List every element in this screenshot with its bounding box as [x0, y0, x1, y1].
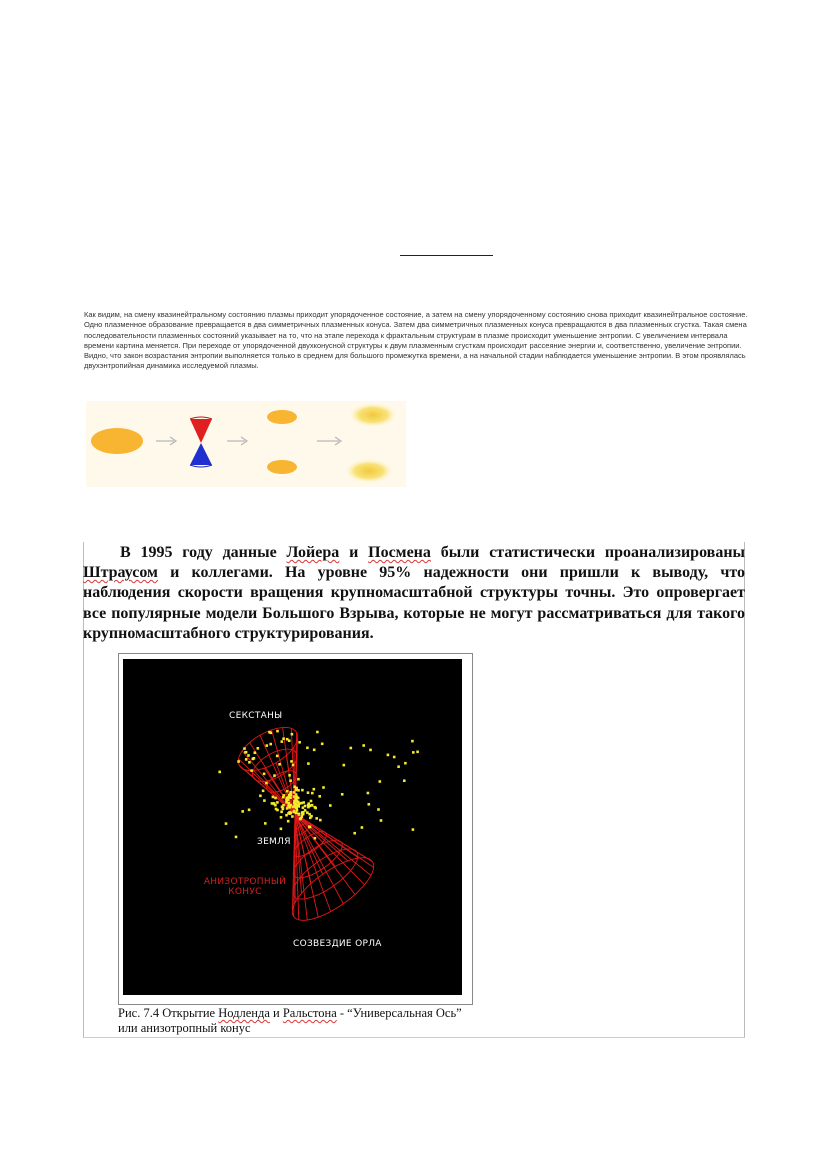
galaxy-point [287, 820, 290, 823]
galaxy-point [266, 744, 269, 747]
galaxy-point [404, 762, 407, 765]
diffuse-clot-bottom [345, 459, 393, 483]
galaxy-point [245, 758, 248, 761]
galaxy-point [276, 730, 279, 733]
galaxy-point [290, 760, 293, 763]
lower-cone-rim [283, 847, 382, 932]
galaxy-point [274, 804, 277, 807]
galaxy-point [307, 802, 310, 805]
caption-line-2: или анизотропный конус [118, 1021, 251, 1035]
galaxy-point [314, 837, 317, 840]
galaxy-point [341, 793, 344, 796]
plasma-clot-bottom [267, 460, 297, 474]
galaxy-point [387, 754, 390, 757]
diffuse-clot-top [349, 403, 397, 427]
galaxy-point [296, 796, 299, 799]
galaxy-point [276, 801, 279, 804]
galaxy-point [287, 812, 290, 815]
anisotropic-cone-figure [123, 659, 462, 995]
plasma-clot-top [267, 410, 297, 424]
plasma-transition-diagram [86, 401, 406, 487]
galaxy-point [275, 808, 278, 811]
galaxy-point [250, 769, 253, 772]
galaxy-point [313, 788, 316, 791]
name-strauss: Штраусом [83, 564, 158, 582]
galaxy-point [295, 804, 298, 807]
lower-cone-rib [295, 814, 359, 858]
galaxy-point [254, 751, 257, 754]
galaxy-point [315, 817, 318, 820]
galaxy-point [282, 796, 285, 799]
arrow-1 [156, 437, 176, 445]
galaxy-point [298, 813, 301, 816]
galaxy-point [329, 804, 332, 807]
arrow-3 [317, 437, 341, 445]
galaxy-point [248, 761, 251, 764]
galaxy-point [269, 732, 272, 735]
arrow-2 [227, 437, 247, 445]
paragraph-text-3: были статистически проанализированы [430, 544, 746, 561]
galaxy-point [245, 751, 248, 754]
galaxy-point [369, 749, 372, 752]
galaxy-point [316, 731, 319, 734]
galaxy-point [280, 828, 283, 831]
galaxy-point [368, 803, 371, 806]
galaxy-point [280, 816, 283, 819]
galaxy-point [293, 795, 296, 798]
galaxy-point [289, 779, 292, 782]
galaxy-point [319, 819, 322, 822]
galaxy-point [307, 791, 310, 794]
paragraph-text-2: и [339, 544, 369, 561]
galaxy-point [248, 809, 251, 812]
galaxy-point [362, 744, 365, 747]
galaxy-point [288, 774, 291, 777]
galaxy-point [280, 811, 283, 814]
plasma-text-snippet: Как видим, на смену квазинейтральному состоянию плазмы приходит упорядоченное состояние, а затем на смену упорядоченному состоянию снова приходит квазинейтральное состояние. Одно плазменное образование превращается в два симметричных плазменных конуса. Затем два симметричных плазменных конуса превращаются в два плазменных сгустка. Такая смена последовательности плазменных состояний указывает на то, что на этапе перехода к фрактальным структурам в плазме происходит уменьшение энтропии. С увеличением интервала времени картина меняется. При переходе от упорядоченной двухконусной структуры к двум плазменным сгусткам происходит рассеяние энергии и, соответственно, увеличение энтропии. Видно, что закон возрастания энтропии выполняется только в среднем для большого промежутка времени, а на начальной стадии наблюдается уменьшение энтропии. В этом проявлялась двухэнтропийная динамика исследуемой плазмы. [84, 310, 748, 371]
label-aquila: СОЗВЕЗДИЕ ОРЛА [293, 939, 382, 949]
short-rule [400, 255, 493, 256]
galaxy-point [252, 758, 255, 761]
galaxy-point [397, 765, 400, 768]
galaxy-point [302, 801, 305, 804]
anisotropic-cone-mesh [231, 719, 382, 932]
galaxy-point [241, 810, 244, 813]
galaxy-point [301, 811, 304, 814]
galaxy-point [290, 804, 293, 807]
label-cone-line1: АНИЗОТРОПНЫЙ [203, 877, 287, 887]
galaxy-point [299, 818, 302, 821]
galaxy-point [276, 755, 279, 758]
galaxy-point [353, 832, 356, 835]
label-earth: ЗЕМЛЯ [257, 837, 291, 847]
galaxy-point [298, 741, 301, 744]
galaxy-point [243, 747, 246, 750]
galaxy-point [259, 795, 262, 798]
galaxy-point [412, 828, 415, 831]
galaxy-point [321, 743, 324, 746]
galaxy-point [278, 763, 281, 766]
plasma-diagram-svg [86, 401, 406, 487]
galaxy-point [265, 782, 268, 785]
caption-line-1 [118, 1006, 498, 1021]
galaxy-point [282, 807, 285, 810]
galaxy-point [269, 743, 272, 746]
galaxy-point [281, 740, 284, 743]
galaxy-point [301, 789, 304, 792]
label-cone-line2: КОНУС [228, 887, 262, 897]
galaxy-point [273, 774, 276, 777]
galaxy-point [293, 800, 296, 803]
paragraph-text-4: и коллегами. На уровне 95% надежности они пришли к выводу, что наблюдения скорости вращения крупномасштабной структуры точны. Это опровергает все популярные модели Большого Взрыва, которые не могут рассматриваться для такого крупномасштабного структурирования. [83, 564, 745, 642]
galaxy-point [411, 740, 414, 743]
galaxy-point [287, 798, 290, 801]
galaxy-point [310, 800, 313, 803]
galaxy-point [225, 822, 228, 825]
galaxy-point [286, 807, 289, 810]
caption-text-2: и [269, 1006, 283, 1020]
galaxy-point [304, 805, 307, 808]
label-sextans: СЕКСТАНЫ [229, 711, 283, 721]
galaxy-point [343, 764, 346, 767]
lower-cone-rib [295, 814, 343, 904]
galaxy-point [393, 756, 396, 759]
galaxy-point [306, 747, 309, 750]
galaxy-point [314, 807, 317, 810]
galaxy-point [311, 792, 314, 795]
galaxy-point [282, 737, 285, 740]
figure-caption [118, 1006, 498, 1036]
galaxy-point [295, 787, 298, 790]
double-cone-icon [190, 417, 212, 467]
galaxy-point [289, 797, 292, 800]
galaxy-point [263, 799, 266, 802]
galaxy-point [308, 825, 311, 828]
caption-text-3: - “Универсальная Ось” [336, 1006, 462, 1020]
galaxy-point [263, 773, 266, 776]
galaxy-point [350, 747, 353, 750]
galaxy-point [310, 815, 313, 818]
galaxy-point [262, 790, 265, 793]
galaxy-point [297, 778, 300, 781]
galaxy-point [307, 762, 310, 765]
paragraph-text-1: В 1995 году данные [120, 544, 287, 561]
galaxy-point [296, 809, 299, 812]
galaxy-point [412, 751, 415, 754]
galaxy-point [235, 836, 238, 839]
name-loyer: Лойера [286, 544, 340, 561]
name-nodland: Нодленда [218, 1006, 270, 1020]
galaxy-point [264, 822, 267, 825]
name-ralston: Ральстона [282, 1006, 337, 1020]
caption-text-1: Рис. 7.4 Открытие [118, 1006, 219, 1020]
galaxy-point [313, 749, 316, 752]
galaxy-point [291, 733, 294, 736]
galaxy-point [367, 792, 370, 795]
galaxy-point [297, 789, 300, 792]
galaxy-point [322, 786, 325, 789]
lower-cone-rib [295, 814, 367, 858]
galaxy-point [379, 780, 382, 783]
galaxy-point [272, 796, 275, 799]
galaxy-point [237, 760, 240, 763]
galaxy-point [416, 751, 419, 754]
galaxy-point [257, 747, 260, 750]
label-anisotropic-cone [200, 877, 290, 897]
plasma-blob [91, 428, 143, 454]
body-paragraph [83, 543, 745, 644]
galaxy-point [274, 797, 277, 800]
galaxy-point [292, 764, 295, 767]
galaxy-point [286, 790, 289, 793]
galaxy-point [318, 795, 321, 798]
galaxy-point [247, 754, 250, 757]
galaxy-point [290, 812, 293, 815]
galaxy-point [289, 793, 292, 796]
galaxy-point [286, 738, 289, 741]
galaxy-points [218, 730, 419, 840]
galaxy-point [218, 771, 221, 774]
galaxy-point [291, 815, 294, 818]
galaxy-point [293, 811, 296, 814]
galaxy-point [380, 819, 383, 822]
galaxy-point [304, 809, 307, 812]
galaxy-point [403, 779, 406, 782]
galaxy-point [377, 808, 380, 811]
name-posmen: Посмена [368, 544, 431, 561]
galaxy-point [361, 826, 364, 829]
